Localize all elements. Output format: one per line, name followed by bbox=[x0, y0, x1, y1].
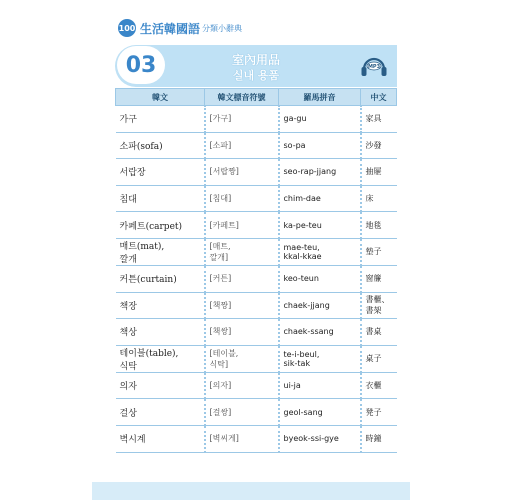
table-header-row bbox=[116, 89, 397, 106]
chinese-cell: 床 bbox=[361, 185, 397, 212]
table-row bbox=[116, 292, 397, 319]
romanization-cell: byeok-ssi-gye bbox=[279, 425, 361, 452]
romanization-cell: chim-dae bbox=[279, 185, 361, 212]
chinese-cell: 書櫃、書架 bbox=[361, 292, 397, 319]
romanization-cell: te-i-beul, sik-tak bbox=[279, 345, 361, 372]
chinese-cell: 窗簾 bbox=[361, 265, 397, 292]
romanization-cell: chaek-jjang bbox=[279, 292, 361, 319]
table-row bbox=[116, 212, 397, 239]
korean-cell: 책상 bbox=[116, 319, 205, 346]
table-row bbox=[116, 425, 397, 452]
korean-cell: 벽시계 bbox=[116, 425, 205, 452]
table-row bbox=[116, 185, 397, 212]
table-row bbox=[116, 345, 397, 372]
korean-cell: 카페트(carpet) bbox=[116, 212, 205, 239]
romanization-cell: so-pa bbox=[279, 132, 361, 159]
chinese-cell: 時鐘 bbox=[361, 425, 397, 452]
page-number-badge: 100 bbox=[118, 19, 136, 37]
romanization-cell: geol-sang bbox=[279, 399, 361, 426]
table-row bbox=[116, 238, 397, 265]
korean-cell: 걸상 bbox=[116, 399, 205, 426]
chinese-cell: 凳子 bbox=[361, 399, 397, 426]
book-title: 生活韓國語 bbox=[140, 21, 201, 36]
chinese-cell: 桌子 bbox=[361, 345, 397, 372]
pronunciation-cell: [책쌍] bbox=[205, 319, 279, 346]
pronunciation-cell: [침대] bbox=[205, 185, 279, 212]
pronunciation-cell: [서랍짱] bbox=[205, 159, 279, 186]
table-row bbox=[116, 159, 397, 186]
romanization-cell: seo-rap-jjang bbox=[279, 159, 361, 186]
section-banner bbox=[115, 45, 397, 87]
table-row bbox=[116, 399, 397, 426]
chinese-cell: 家具 bbox=[361, 106, 397, 133]
korean-cell: 커튼(curtain) bbox=[116, 265, 205, 292]
romanization-cell: keo-teun bbox=[279, 265, 361, 292]
table-row bbox=[116, 319, 397, 346]
korean-cell: 책장 bbox=[116, 292, 205, 319]
pronunciation-cell: [커튼] bbox=[205, 265, 279, 292]
chinese-cell: 地毯 bbox=[361, 212, 397, 239]
pronunciation-cell: [소파] bbox=[205, 132, 279, 159]
korean-cell: 의자 bbox=[116, 372, 205, 399]
korean-cell: 가구 bbox=[116, 106, 205, 133]
headphone-icon[interactable] bbox=[359, 51, 389, 81]
pronunciation-cell: [걸쌍] bbox=[205, 399, 279, 426]
table-row bbox=[116, 106, 397, 133]
chinese-cell: 沙發 bbox=[361, 132, 397, 159]
lesson-number: 03 bbox=[117, 46, 165, 84]
table-row bbox=[116, 132, 397, 159]
pronunciation-cell: [테이블, 식탁] bbox=[205, 345, 279, 372]
romanization-cell: ga-gu bbox=[279, 106, 361, 133]
pronunciation-cell: [책짱] bbox=[205, 292, 279, 319]
section-title-ko: 실내 용품 bbox=[232, 69, 280, 82]
column-header-korean: 韓文 bbox=[116, 89, 205, 106]
running-header bbox=[118, 18, 242, 38]
pronunciation-cell: [가구] bbox=[205, 106, 279, 133]
romanization-cell: ui-ja bbox=[279, 372, 361, 399]
pronunciation-cell: [벽씨게] bbox=[205, 425, 279, 452]
table-row bbox=[116, 265, 397, 292]
romanization-cell: mae-teu, kkal-kkae bbox=[279, 238, 361, 265]
table-row bbox=[116, 372, 397, 399]
pronunciation-cell: [의자] bbox=[205, 372, 279, 399]
pronunciation-cell: [카페트] bbox=[205, 212, 279, 239]
romanization-cell: chaek-ssang bbox=[279, 319, 361, 346]
korean-cell: 침대 bbox=[116, 185, 205, 212]
column-header-romanization: 羅馬拼音 bbox=[279, 89, 361, 106]
section-title-zh: 室內用品 bbox=[231, 53, 280, 67]
korean-cell: 매트(mat), 깔개 bbox=[116, 238, 205, 265]
column-header-pronunciation: 韓文標音符號 bbox=[205, 89, 279, 106]
column-header-chinese: 中文 bbox=[361, 89, 397, 106]
chinese-cell: 衣櫃 bbox=[361, 372, 397, 399]
korean-cell: 테이블(table), 식탁 bbox=[116, 345, 205, 372]
book-subtitle: 分類小辭典 bbox=[202, 23, 243, 33]
pronunciation-cell: [매트, 깔개] bbox=[205, 238, 279, 265]
romanization-cell: ka-pe-teu bbox=[279, 212, 361, 239]
chinese-cell: 墊子 bbox=[361, 238, 397, 265]
mp3-label: MP3 bbox=[367, 64, 381, 70]
footer-strip bbox=[92, 482, 410, 500]
chinese-cell: 抽屜 bbox=[361, 159, 397, 186]
korean-cell: 서랍장 bbox=[116, 159, 205, 186]
chinese-cell: 書桌 bbox=[361, 319, 397, 346]
korean-cell: 소파(sofa) bbox=[116, 132, 205, 159]
vocabulary-table bbox=[115, 88, 397, 453]
